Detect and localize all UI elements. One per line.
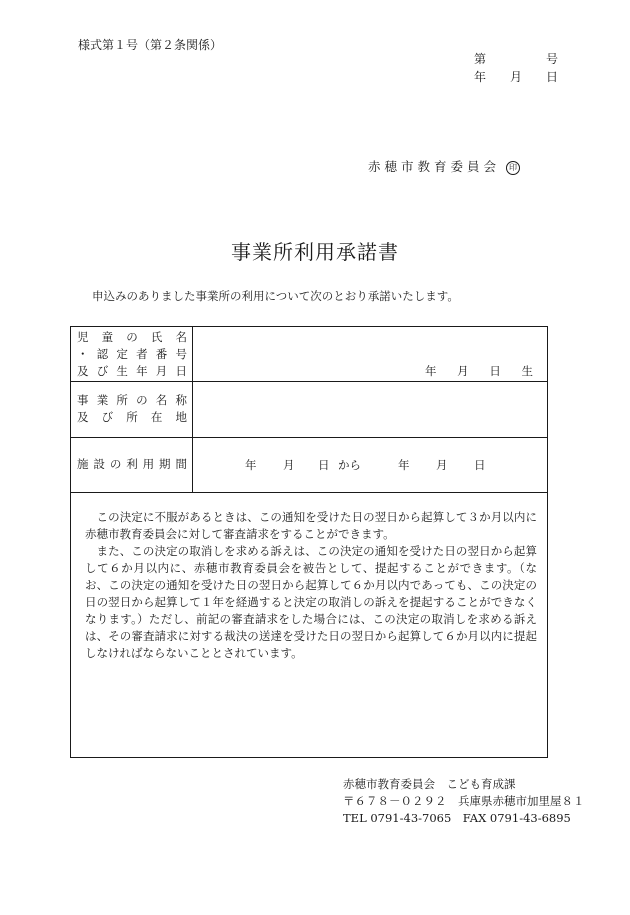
contact-department: 赤穂市教育委員会 こども育成課 xyxy=(343,777,516,791)
child-info-label xyxy=(77,329,187,380)
table-divider xyxy=(71,381,547,382)
doc-date-day: 日 xyxy=(545,70,558,84)
form-number-label: 様式第１号（第２条関係） xyxy=(78,38,223,52)
issuer-name: 赤穂市教育委員会 xyxy=(368,159,501,174)
label-line: ・ 認 定 者 番 号 xyxy=(77,347,187,361)
label-line: 及 び 所 在 地 xyxy=(77,410,187,424)
label-line: 事 業 所 の 名 称 xyxy=(77,393,187,407)
document-number-block xyxy=(474,50,558,86)
issuer xyxy=(368,157,520,175)
document-date-row xyxy=(474,68,558,86)
document-number-row xyxy=(474,50,558,68)
label-line: 及 び 生 年 月 日 xyxy=(77,364,187,378)
table-column-divider xyxy=(192,327,193,492)
doc-number-prefix: 第 xyxy=(474,52,487,66)
table-divider xyxy=(71,492,547,493)
label-line: 施 設 の 利 用 期 間 xyxy=(77,457,187,471)
doc-number-suffix: 号 xyxy=(545,52,558,66)
appeal-notice xyxy=(85,509,537,662)
seal-mark-icon: 印 xyxy=(506,161,520,175)
contact-address: 〒６７８－０２９２ 兵庫県赤穂市加里屋８１ xyxy=(343,794,585,808)
label-line: 児 童 の 氏 名 xyxy=(77,330,187,344)
contact-phone: TEL 0791-43-7065 FAX 0791-43-6895 xyxy=(343,811,571,825)
approval-table xyxy=(70,326,548,758)
usage-period-field: 年 月 日 から 年 月 日 xyxy=(245,458,486,472)
document-title: 事業所利用承諾書 xyxy=(231,240,399,264)
doc-date-month: 月 xyxy=(509,70,522,84)
birth-date-field: 年 月 日 生 xyxy=(425,364,533,378)
usage-period-label xyxy=(77,456,187,473)
doc-date-year: 年 xyxy=(474,70,487,84)
notice-paragraph: この決定に不服があるときは、この通知を受けた日の翌日から起算して３か月以内に赤穂市教育委員会に対して審査請求をすることができます。 xyxy=(85,510,537,541)
notice-paragraph: また、この決定の取消しを求める訴えは、この決定の通知を受けた日の翌日から起算して６か月以内に、赤穂市教育委員会を被告として、提起することができます。（なお、この決定の通知を受けた日の翌日から起算して６か月以内であっても、この決定の日の翌日から起算して１年を経過すると決定の取消しの訴えを提起することができなくなります。）ただし、前記の審査請求をした場合には、この決定の取消しを求める訴えは、その審査請求に対する裁決の送達を受けた日の翌日から起算して６か月以内に提起しなければならないこととされています。 xyxy=(85,544,537,660)
contact-block xyxy=(343,776,585,827)
intro-text: 申込みのありました事業所の利用について次のとおり承諾いたします。 xyxy=(92,289,459,303)
table-divider xyxy=(71,437,547,438)
facility-info-label xyxy=(77,392,187,426)
